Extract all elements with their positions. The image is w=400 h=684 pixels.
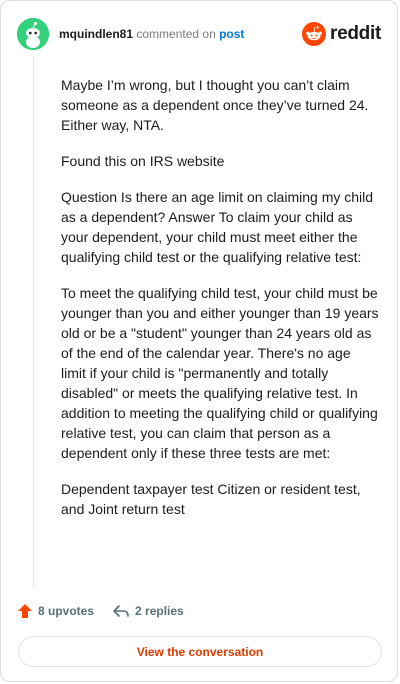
reddit-logo-icon: [302, 22, 326, 46]
upvote-button[interactable]: [17, 603, 94, 619]
upvote-arrow-icon: [17, 603, 33, 619]
comment-paragraph: Maybe I’m wrong, but I thought you can’t claim someone as a dependent once they’ve turned 24. Either way, NTA.: [61, 77, 369, 133]
byline: [59, 27, 244, 41]
comment-paragraph: Found this on IRS website: [61, 153, 225, 169]
upvote-count: 8 upvotes: [38, 604, 95, 618]
comment-paragraph: To meet the qualifying child test, your child must be younger than you and either younger than 19 years old or be a "student" younger than 24 years old as of the end of the calendar year. There's no age limit if your child is "permanently and totally disabled" or meets the qualifying relative test. In addition to meeting the qualifying child or qualifying relative test, you can claim that person as a dependent only if these three tests are met:: [61, 285, 379, 461]
reddit-logo[interactable]: [302, 22, 381, 46]
replies-button[interactable]: [112, 603, 184, 619]
comment-paragraph: Dependent taxpayer test Citizen or resident test, and Joint return test: [61, 481, 361, 517]
comment-paragraph: Question Is there an age limit on claiming my child as a dependent? Answer To claim your child as your dependent, your child must meet either the qualifying child test or the qualifying relative test:: [61, 189, 374, 265]
comment-header: [17, 17, 381, 51]
snoo-avatar-icon[interactable]: [17, 18, 49, 50]
view-conversation-button[interactable]: View the conversation: [18, 636, 382, 667]
comment-body: [61, 75, 379, 535]
byline-action: commented on: [136, 27, 216, 41]
thread-line: [33, 57, 34, 587]
username-link[interactable]: mquindlen81: [59, 27, 134, 41]
post-link[interactable]: post: [219, 27, 245, 41]
reply-count: 2 replies: [135, 604, 184, 618]
reply-arrow-icon: [112, 603, 130, 619]
comment-actions: [17, 601, 184, 621]
brand-wordmark: reddit: [330, 23, 381, 44]
